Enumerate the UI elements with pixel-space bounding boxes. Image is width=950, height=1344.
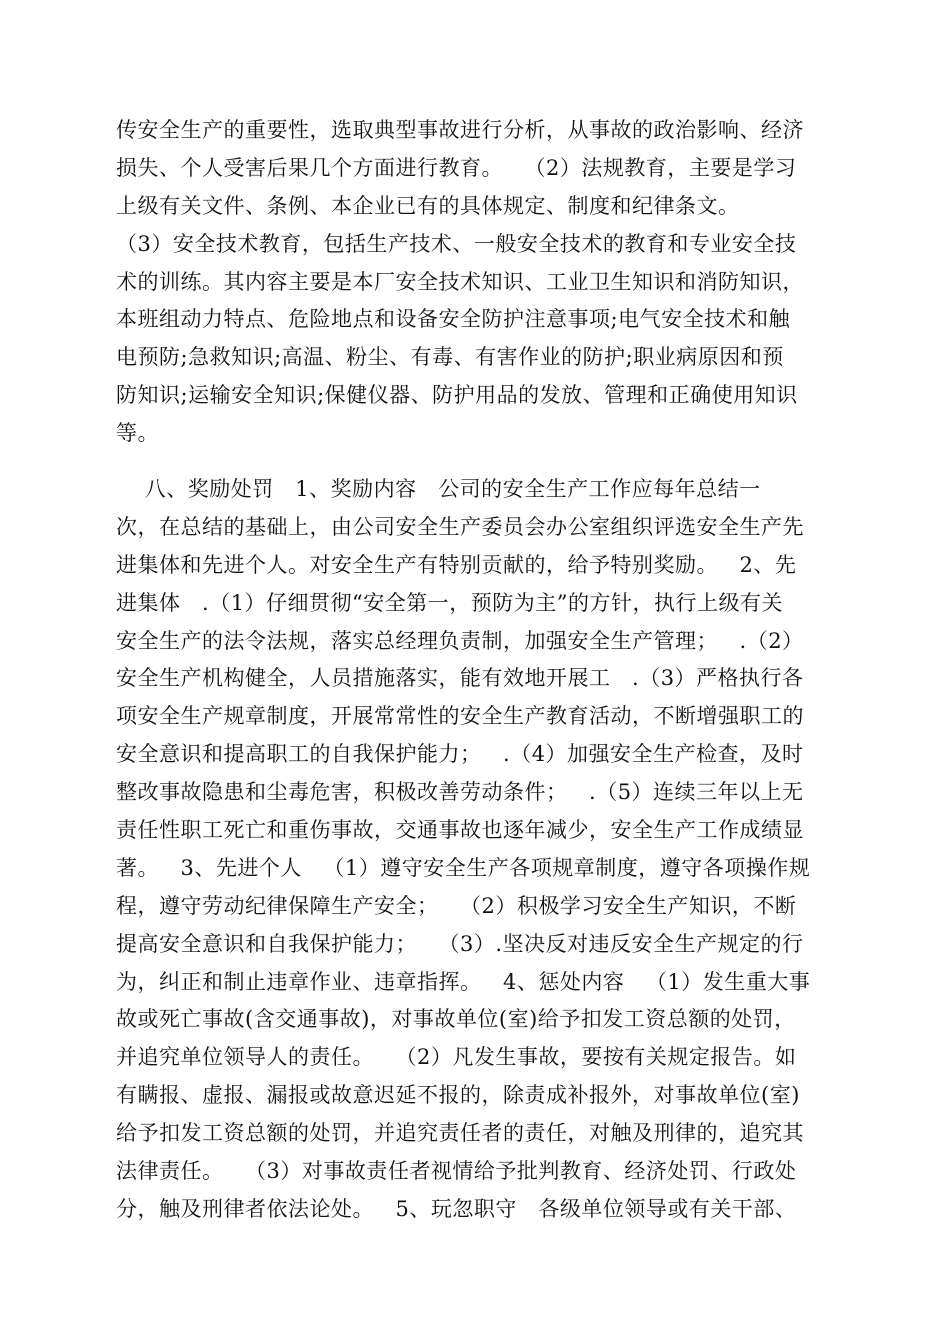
text-line: 有瞒报、虚报、漏报或故意迟延不报的，除责成补报外，对事故单位(室) [116,1083,800,1108]
paragraph-rewards-penalties [116,471,836,1229]
text-line: 术的训练。其内容主要是本厂安全技术知识、工业卫生知识和消防知识， [116,269,804,294]
text-line: 次，在总结的基础上，由公司安全生产委员会办公室组织评选安全生产先 [116,514,804,539]
text-line: 传安全生产的重要性，选取典型事故进行分析，从事故的政治影响、经济 [116,118,804,142]
text-line: 本班组动力特点、危险地点和设备安全防护注意事项;电气安全技术和触 [116,307,791,332]
text-line: 故或死亡事故(含交通事故)，对事故单位(室)给予扣发工资总额的处罚， [116,1007,796,1032]
text-line: 进集体和先进个人。对安全生产有特别贡献的，给予特别奖励。 2、先 [116,552,797,577]
text-line: 责任性职工死亡和重伤事故，交通事故也逐年减少，安全生产工作成绩显 [116,818,804,843]
text-line: 上级有关文件、条例、本企业已有的具体规定、制度和纪律条文。 [116,193,740,218]
text-line: 安全意识和提高职工的自我保护能力； .（4）加强安全生产检查，及时 [116,742,804,767]
text-line: 程，遵守劳动纪律保障生产安全； （2）积极学习安全生产知识，不断 [116,893,797,918]
paragraph-safety-education [116,112,836,453]
text-line: 提高安全意识和自我保护能力； （3）.坚决反对违反安全生产规定的行 [116,931,804,956]
text-line: 分，触及刑律者依法论处。 5、玩忽职守 各级单位领导或有关干部、 [116,1196,797,1221]
text-line: 损失、个人受害后果几个方面进行教育。 （2）法规教育，主要是学习 [116,155,797,180]
text-line: 给予扣发工资总额的处罚，并追究责任者的责任，对触及刑律的，追究其 [116,1121,804,1146]
text-line: 电预防;急救知识;高温、粉尘、有毒、有害作业的防护;职业病原因和预 [116,345,784,370]
text-line: 项安全生产规章制度，开展常常性的安全生产教育活动，不断增强职工的 [116,704,804,729]
text-line: 安全生产的法令法规，落实总经理负责制，加强安全生产管理； .（2） [116,628,804,653]
text-line: 整改事故隐患和尘毒危害，积极改善劳动条件； .（5）连续三年以上无 [116,780,804,805]
text-line: 为，纠正和制止违章作业、违章指挥。 4、惩处内容 （1）发生重大事 [116,969,811,994]
text-line: 著。 3、先进个人 （1）遵守安全生产各项规章制度，遵守各项操作规 [116,855,811,880]
text-line: 等。 [116,421,159,446]
text-line: 进集体 .（1）仔细贯彻“安全第一，预防为主”的方针，执行上级有关 [116,590,784,615]
text-line: 防知识;运输安全知识;保健仪器、防护用品的发放、管理和正确使用知识 [116,383,798,408]
text-line: 安全生产机构健全，人员措施落实，能有效地开展工 .（3）严格执行各 [116,666,804,691]
text-line: 并追究单位领导人的责任。 （2）凡发生事故，要按有关规定报告。如 [116,1045,797,1070]
text-line: 八、奖励处罚 1、奖励内容 公司的安全生产工作应每年总结一 [116,477,761,501]
text-line: （3）安全技术教育，包括生产技术、一般安全技术的教育和专业安全技 [116,231,797,256]
text-line: 法律责任。 （3）对事故责任者视情给予批判教育、经济处罚、行政处 [116,1159,797,1184]
